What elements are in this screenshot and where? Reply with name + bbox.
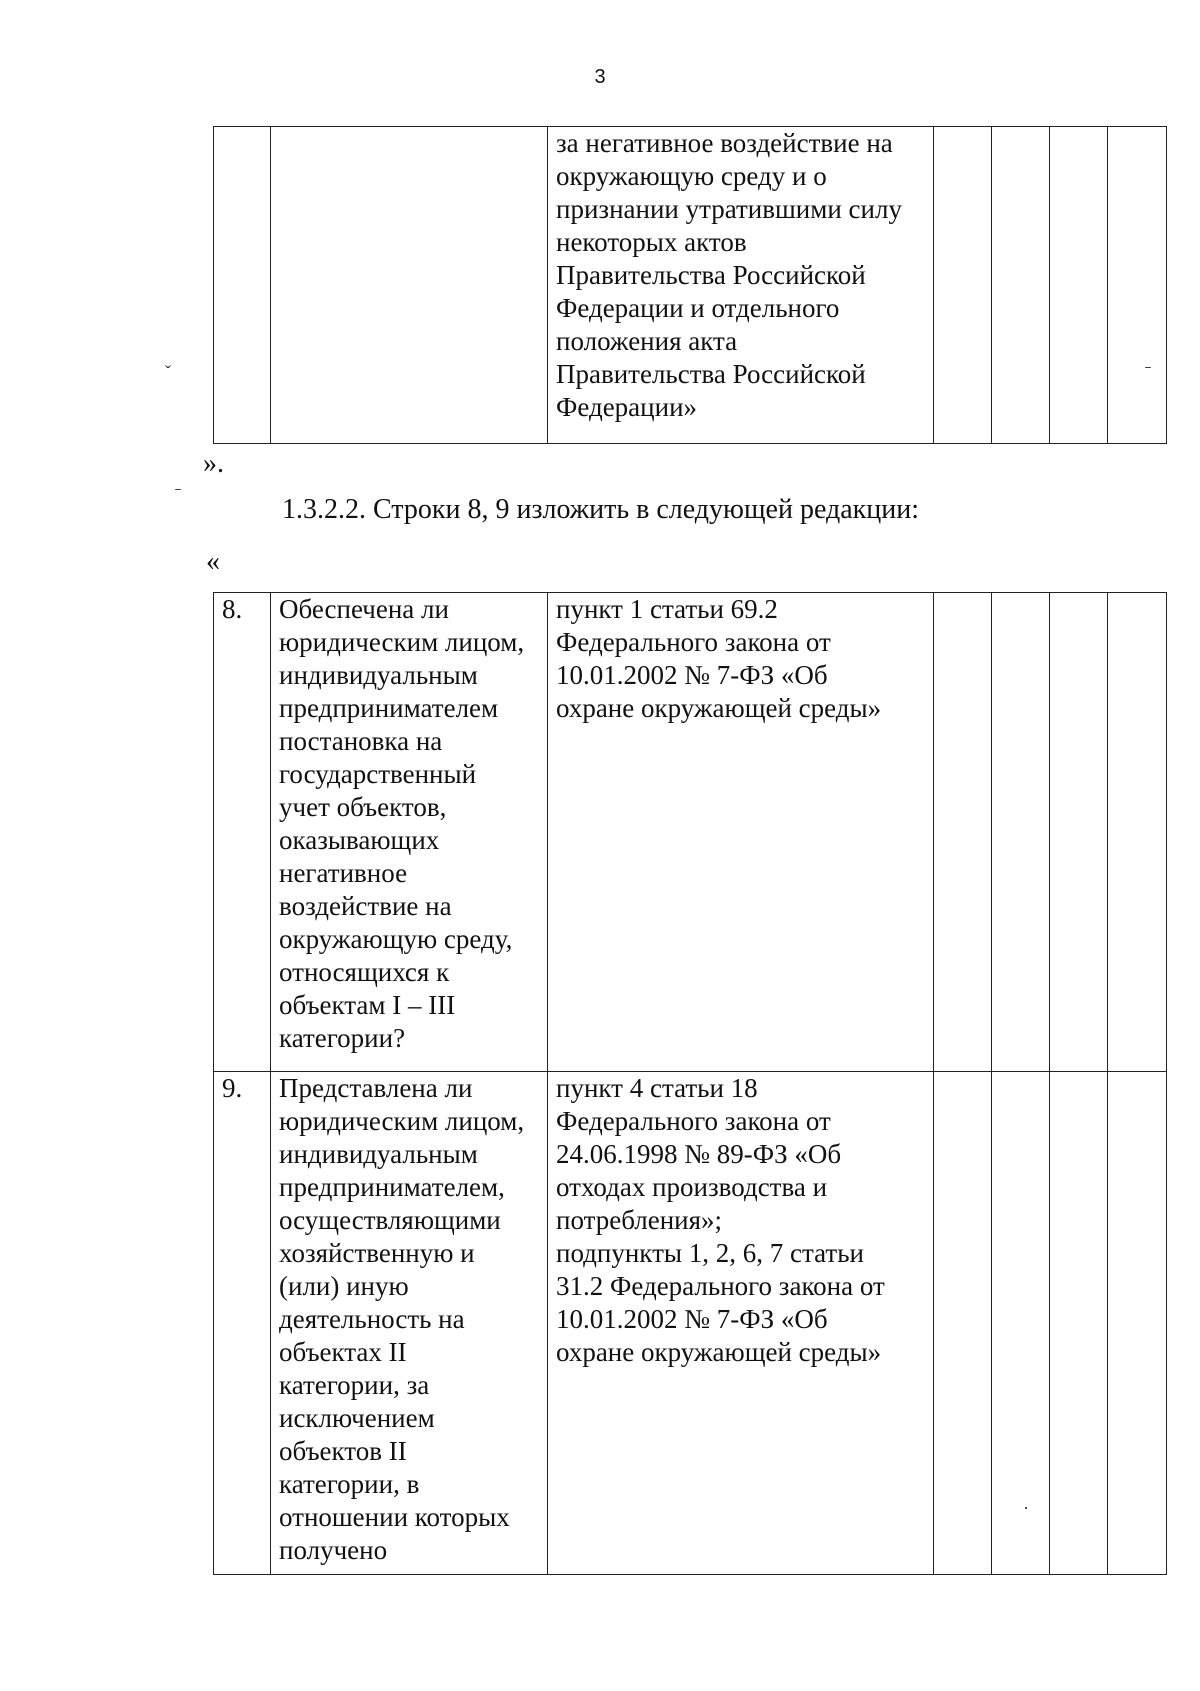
table-row xyxy=(214,593,1167,1072)
reference-cell: пункт 1 статьи 69.2 Федерального закона от 10.01.2002 № 7-ФЗ «Об охране окружающей среды» xyxy=(548,593,934,1072)
reference-cell: пункт 4 статьи 18 Федерального закона от 24.06.1998 № 89-ФЗ «Об отходах производства и потребления»; подпункты 1, 2, 6, 7 статьи 31.2 Федерального закона от 10.01.2002 № 7-ФЗ «Об охране окружающей среды» xyxy=(548,1072,934,1575)
scan-mark: ˉ xyxy=(1145,362,1151,382)
question-cell: Обеспечена ли юридическим лицом, индивидуальным предпринимателем постановка на государственный учет объектов, оказывающих негативное воздействие на окружающую среду, относящихся к объектам I – III категории? xyxy=(271,593,548,1072)
reference-cell: за негативное воздействие на окружающую среду и о признании утратившими силу некоторых актов Правительства Российской Федерации и отдельного положения акта Правительства Российской Федерации» xyxy=(548,127,934,444)
amendment-paragraph: 1.3.2.2. Строки 8, 9 изложить в следующей редакции: xyxy=(282,494,920,525)
scan-mark: · xyxy=(1023,1498,1029,1518)
answer-cell xyxy=(992,593,1050,1072)
closing-quote: ». xyxy=(203,448,224,479)
answer-cell xyxy=(934,127,992,444)
answer-cell xyxy=(1108,127,1167,444)
row-number-cell: 9. xyxy=(214,1072,271,1575)
continuation-table xyxy=(213,126,1167,444)
answer-cell xyxy=(934,1072,992,1575)
answer-cell xyxy=(1050,593,1108,1072)
answer-cell xyxy=(992,127,1050,444)
answer-cell xyxy=(1050,1072,1108,1575)
row-number-cell xyxy=(214,127,271,444)
scan-mark: ˉ xyxy=(175,484,181,504)
answer-cell xyxy=(1108,593,1167,1072)
answer-cell xyxy=(1050,127,1108,444)
answer-cell xyxy=(934,593,992,1072)
answer-cell xyxy=(1108,1072,1167,1575)
amended-rows-table xyxy=(213,592,1167,1575)
opening-quote: « xyxy=(206,546,220,577)
scan-mark: ˇ xyxy=(165,362,171,382)
answer-cell xyxy=(992,1072,1050,1575)
question-cell xyxy=(271,127,548,444)
question-cell: Представлена ли юридическим лицом, индивидуальным предпринимателем, осуществляющими хозяйственную и (или) иную деятельность на объектах II категории, за исключением объектов II категории, в отношении которых получено xyxy=(271,1072,548,1575)
page-number: 3 xyxy=(594,66,606,88)
row-number-cell: 8. xyxy=(214,593,271,1072)
table-row xyxy=(214,127,1167,444)
